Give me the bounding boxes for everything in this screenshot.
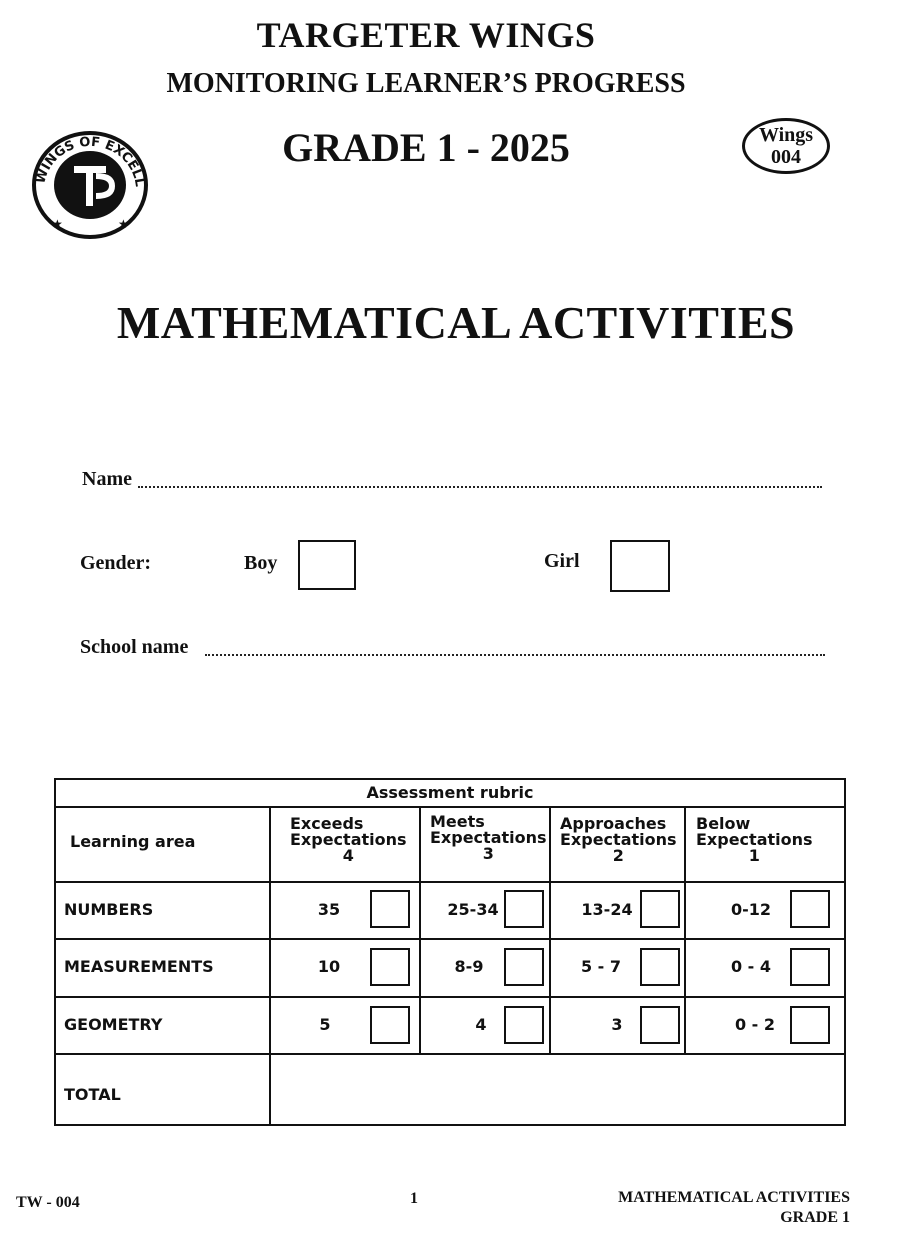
score-range: 10 [317,957,341,976]
footer-grade: GRADE 1 [780,1209,850,1226]
learning-area-measurements: MEASUREMENTS [64,957,214,976]
name-field[interactable] [138,486,822,488]
score-box[interactable] [790,948,830,986]
learning-area-geometry: GEOMETRY [64,1015,163,1034]
level-header-below [696,816,813,864]
level-number: 2 [612,846,624,865]
learning-area-header: Learning area [70,832,196,851]
score-box[interactable] [640,948,680,986]
level-header-meets [430,814,547,862]
name-label: Name [82,468,132,490]
school-name-label: School name [80,636,189,658]
score-box[interactable] [640,890,680,928]
score-range: 0 - 2 [734,1015,776,1034]
score-range: 0 - 4 [730,957,772,976]
subject-title: MATHEMATICAL ACTIVITIES [116,297,796,348]
column-divider [549,808,551,1053]
level-label: Expectations [560,830,677,849]
organization-title: TARGETER WINGS [256,15,596,55]
girl-checkbox[interactable] [610,540,670,592]
paper-code-badge [742,118,830,174]
score-box[interactable] [504,1006,544,1044]
score-range: 13-24 [581,900,633,919]
score-range: 5 [319,1015,331,1034]
level-name: Below [696,814,751,833]
badge-line-2: 004 [771,146,801,168]
rubric-title: Assessment rubric [56,780,844,808]
score-range: 25-34 [447,900,499,919]
score-box[interactable] [370,890,410,928]
svg-text:★: ★ [52,217,63,231]
girl-label: Girl [544,550,580,572]
level-header-approaches [560,816,677,864]
level-label: Expectations [290,830,407,849]
column-divider [684,808,686,1053]
svg-text:★: ★ [118,217,129,231]
score-range: 8-9 [454,957,484,976]
total-label: TOTAL [64,1085,121,1104]
footer-subject [520,1188,850,1228]
score-box[interactable] [504,948,544,986]
row-divider [56,881,844,883]
score-box[interactable] [504,890,544,928]
score-range: 5 - 7 [580,957,622,976]
badge-line-1: Wings [758,124,814,146]
score-box[interactable] [790,890,830,928]
score-box[interactable] [370,948,410,986]
row-divider [56,938,844,940]
level-name: Approaches [560,814,667,833]
level-label: Expectations [696,830,813,849]
level-number: 4 [342,846,354,865]
level-label: Expectations [430,828,547,847]
column-divider [419,808,421,1053]
boy-checkbox[interactable] [298,540,356,590]
score-box[interactable] [790,1006,830,1044]
assessment-rubric-table [54,778,846,1126]
level-header-exceeds [290,816,407,864]
school-logo-icon [30,130,150,240]
score-box[interactable] [640,1006,680,1044]
score-range: 3 [611,1015,623,1034]
level-number: 1 [748,846,760,865]
score-range: 35 [317,900,341,919]
page-subtitle: MONITORING LEARNER’S PROGRESS [166,68,686,99]
gender-label: Gender: [80,552,152,574]
level-number: 3 [482,844,494,863]
footer-subject-name: MATHEMATICAL ACTIVITIES [618,1189,850,1206]
school-name-field[interactable] [205,654,825,656]
level-name: Exceeds [290,814,364,833]
footer-paper-code: TW - 004 [16,1194,80,1211]
level-name: Meets [430,812,485,831]
boy-label: Boy [244,552,278,574]
learning-area-numbers: NUMBERS [64,900,154,919]
total-field[interactable] [271,1055,843,1124]
logo-text: WINGS OF EXCELL [33,134,147,188]
page-number: 1 [410,1190,418,1207]
grade-title: GRADE 1 - 2025 [282,125,570,170]
score-range: 4 [475,1015,487,1034]
row-divider [56,996,844,998]
score-range: 0-12 [730,900,772,919]
score-box[interactable] [370,1006,410,1044]
